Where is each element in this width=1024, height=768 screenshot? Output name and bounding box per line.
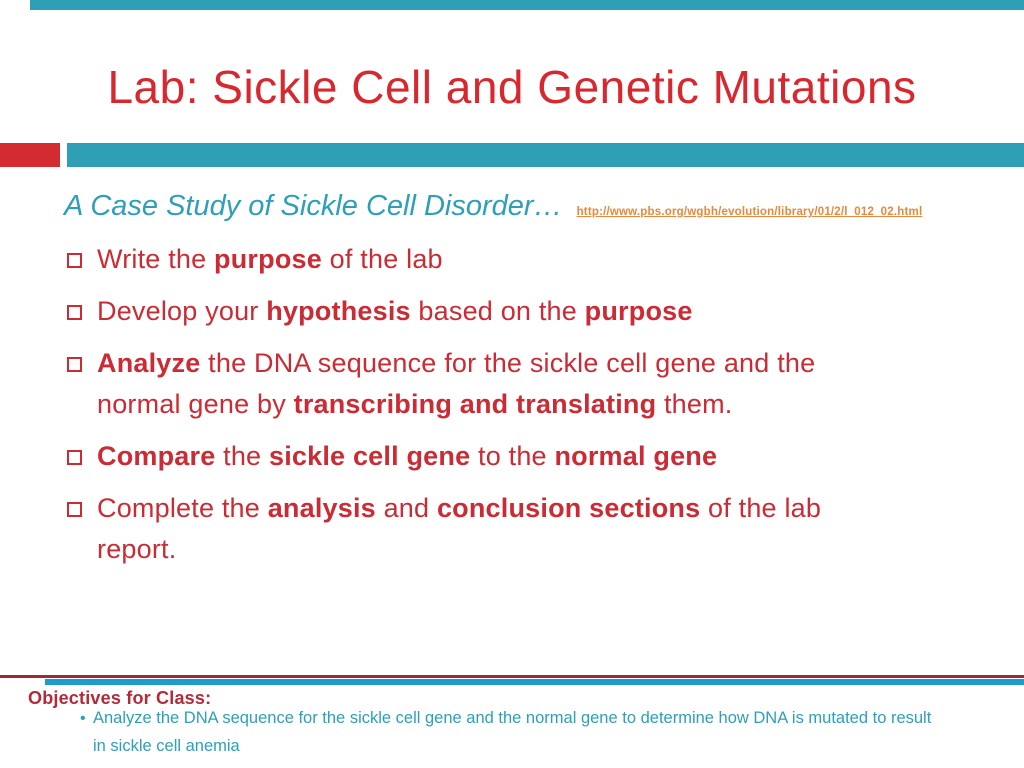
text-segment: sickle cell gene [268, 441, 471, 471]
slide-title: Lab: Sickle Cell and Genetic Mutations [107, 61, 917, 113]
text-segment: them. [656, 389, 733, 419]
text-segment: purpose [214, 244, 322, 274]
bullet-item [66, 239, 986, 280]
text-segment: to the [470, 441, 555, 471]
text-segment: Compare [97, 441, 216, 471]
text-segment: and [375, 493, 437, 523]
bullet-item [66, 488, 986, 570]
bullet-line [66, 343, 986, 384]
footer-divider-maroon [0, 675, 1024, 678]
red-square-accent [0, 143, 60, 167]
text-segment: normal gene [554, 441, 718, 471]
bullet-item [66, 343, 986, 425]
bullet-line [66, 436, 986, 477]
bullet-dot-icon: • [80, 710, 86, 727]
text-segment: purpose [584, 296, 693, 326]
heading-text: A Case Study of Sickle Cell Disorder… [64, 190, 563, 222]
case-study-heading [64, 190, 922, 223]
text-segment: normal gene by [97, 389, 294, 419]
text-segment: Write the [97, 244, 215, 274]
bullet-line [66, 291, 986, 332]
bullet-line [66, 488, 986, 529]
text-segment: Complete the [97, 493, 268, 523]
footer-divider-blue [45, 679, 1024, 685]
objectives-label: Objectives for Class: [28, 688, 212, 708]
text-segment: the [215, 441, 269, 471]
bullet-line [66, 239, 986, 280]
text-segment: analysis [267, 493, 376, 523]
text-segment: Develop your [97, 296, 267, 326]
text-segment: transcribing and translating [293, 389, 657, 419]
objective-text-line: Analyze the DNA sequence for the sickle cell gene and the normal gene to determine how DNA is mutated to result [93, 709, 932, 727]
case-study-link[interactable]: http://www.pbs.org/wgbh/evolution/library/01/2/l_012_02.html [576, 206, 923, 218]
bullet-list [66, 239, 986, 581]
text-segment: hypothesis [266, 296, 411, 326]
bullet-item [66, 291, 986, 332]
text-segment: based on the [410, 296, 585, 326]
bullet-square-icon [67, 253, 82, 268]
bullet-square-icon [67, 357, 82, 372]
text-segment: of the lab [321, 244, 443, 274]
bullet-line [66, 529, 986, 570]
bullet-square-icon [67, 305, 82, 320]
bullet-item [66, 436, 986, 477]
text-segment: report. [97, 534, 177, 564]
text-segment: the DNA sequence for the sickle cell gene and the [200, 348, 816, 378]
bullet-square-icon [67, 450, 82, 465]
top-accent-bar [30, 0, 1024, 10]
text-segment: Analyze [97, 348, 201, 378]
teal-bar-accent [67, 143, 1024, 167]
bullet-square-icon [67, 502, 82, 517]
text-segment: of the lab [700, 493, 822, 523]
objective-text-line: in sickle cell anemia [93, 737, 240, 755]
bullet-line [66, 384, 986, 425]
text-segment: conclusion sections [436, 493, 701, 523]
